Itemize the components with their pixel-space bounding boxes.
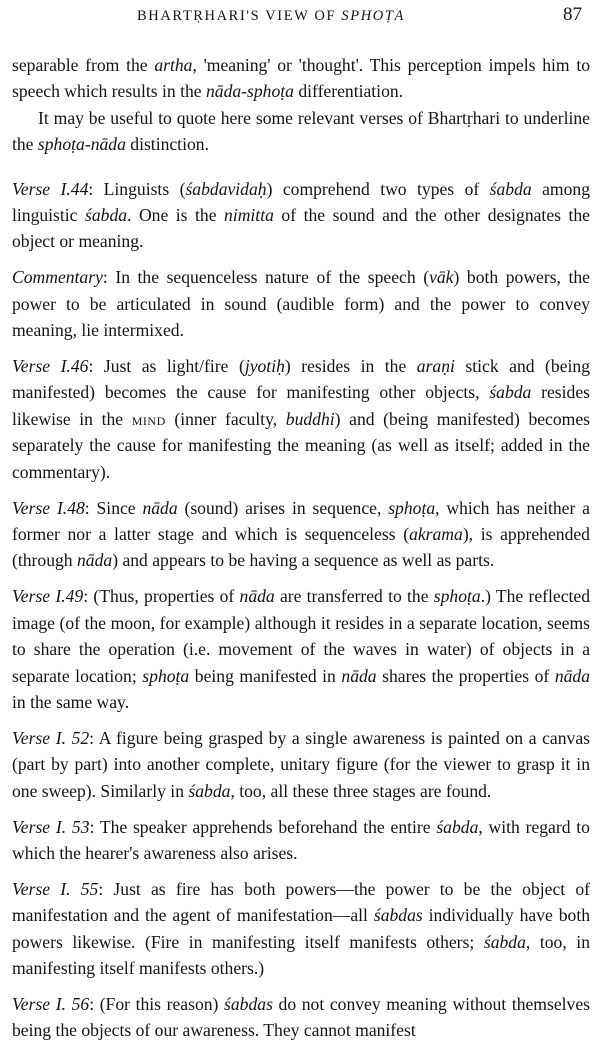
italic-term: nāda [77,550,113,571]
italic-term: śabda [483,931,526,952]
text-run: .) The reflected image (of the moon, for example) although it resides in a separate location, seems to share the operation (i.e. movement of the waves in water) of objects in a separate location; [12,586,591,686]
italic-term: sphoṭa [433,586,481,607]
italic-term: jyotiḥ [244,356,285,377]
text-run: , which has neither a former nor a latter stage and which is sequenceless ( [12,497,590,544]
text-run: (sound) arises in sequence, [177,497,389,518]
text-run: ), is apprehended (through [12,524,590,571]
text-run: in the same way. [12,691,130,712]
text-run: : Just as fire has both powers—the power to be the object of manifestation and the agent of manifestation—all [12,878,590,926]
text-run: are transferred to the [274,586,434,607]
verse-1-49 [12,583,590,715]
italic-term: Verse I.49 [12,586,84,607]
italic-term: akrama [409,524,463,544]
italic-term: sphoṭa-nāda [37,134,126,155]
text-run: : (Thus, properties of [83,586,240,607]
text-run: , too, in manifesting itself manifests others.) [12,931,590,979]
body-text [12,52,590,1044]
italic-term: śabdas [373,905,423,926]
text-run: differentiation. [293,81,404,102]
italic-term: Verse I.44 [12,178,89,199]
italic-term: sphoṭa [142,665,190,686]
small-caps-term: mind [131,408,166,429]
italic-term: nāda [239,586,275,607]
text-run: separable from the [12,55,155,75]
text-run: of the sound and the other designates the object or meaning. [12,205,590,252]
italic-term: śabdavidaḥ [185,178,267,199]
verse-1-53 [12,814,590,867]
italic-term: nāda-sphoṭa [205,81,294,102]
text-run: . One is the [127,205,225,226]
running-head-text: BHARTṚHARI'S VIEW OF [137,8,342,24]
italic-term: Verse I.48 [12,497,85,518]
italic-term: Verse I. 56 [12,994,90,1014]
verse-1-56 [12,991,590,1044]
text-run: ) resides in the [284,356,417,377]
italic-term: nāda [554,665,590,686]
text-run: ) and (being manifested) becomes separately the cause for manifesting the meaning (as well as itself; added in the commentary). [12,408,590,482]
text-run: stick and (being manifested) becomes the cause for manifesting other objects, [12,356,590,403]
italic-term: Verse I. 53 [12,816,90,837]
verse-1-55 [12,876,590,982]
verse-1-44 [12,176,590,255]
text-run: do not convey meaning without themselves being the objects of our awareness. They cannot manifest [12,994,590,1041]
page-header [12,4,590,34]
commentary-paragraph [12,264,590,343]
text-run: : (For this reason) [89,994,225,1014]
text-run: ) and appears to be having a sequence as well as parts. [112,550,495,571]
italic-term: nāda [341,665,377,686]
text-run: : The speaker apprehends beforehand the entire [89,816,437,837]
verse-1-52 [12,725,590,804]
text-run: resides likewise in the [12,382,590,429]
text-run: individually have both powers likewise. (Fire in manifesting itself manifests others; [12,905,590,952]
running-head [12,6,530,26]
italic-term: araṇi [416,356,455,377]
running-head-italic: SPHOṬA [341,8,405,24]
text-run: , too, all these three stages are found. [230,780,492,801]
italic-term: śabda [436,816,479,837]
italic-term: śabda [188,780,231,801]
text-run: : Just as light/fire ( [88,356,245,377]
italic-term: Verse I.46 [12,356,89,377]
italic-term: śabda [489,178,532,199]
italic-term: nimitta [224,205,274,226]
italic-term: nāda [142,497,178,518]
text-run: : Linguists ( [88,178,186,199]
text-run: shares the properties of [376,665,555,686]
text-run: ) both powers, the power to be articulated in sound (audible form) and the power to convey meaning, lie intermixed. [12,267,590,341]
italic-term: vāk [429,267,454,288]
italic-term: buddhi [285,408,335,429]
italic-term: Verse I. 52 [12,727,90,748]
page-number: 87 [563,4,582,25]
text-run: : In the sequenceless nature of the speech ( [102,267,430,288]
text-run: ) comprehend two types of [266,178,490,199]
italic-term: śabdas [224,994,273,1014]
text-run: , 'meaning' or 'thought'. This perception impels him to speech which results in the [12,55,591,102]
paragraph-intro [12,105,590,158]
text-run: It may be useful to quote here some relevant verses of Bhartṛhari to underline the [12,107,590,155]
text-run: (inner faculty, [165,408,286,429]
italic-term: Verse I. 55 [12,878,99,899]
text-run: being manifested in [189,665,342,686]
italic-term: sphoṭa [388,497,436,518]
italic-term: Commentary [12,267,103,288]
text-run: : Since [84,497,143,518]
text-run: , with regard to which the hearer's awareness also arises. [12,816,590,863]
paragraph-continued [12,52,590,105]
italic-term: śabda [489,382,532,403]
italic-term: artha [154,55,193,75]
verse-1-48 [12,495,590,574]
verse-1-46 [12,353,590,485]
text-run: among linguistic [12,178,590,226]
text-run: distinction. [125,134,209,155]
italic-term: śabda [85,205,128,226]
text-run: : A figure being grasped by a single awareness is painted on a canvas (part by part) into another complete, unitary figure (for the viewer to grasp it in one sweep). Similarly in [12,727,590,801]
